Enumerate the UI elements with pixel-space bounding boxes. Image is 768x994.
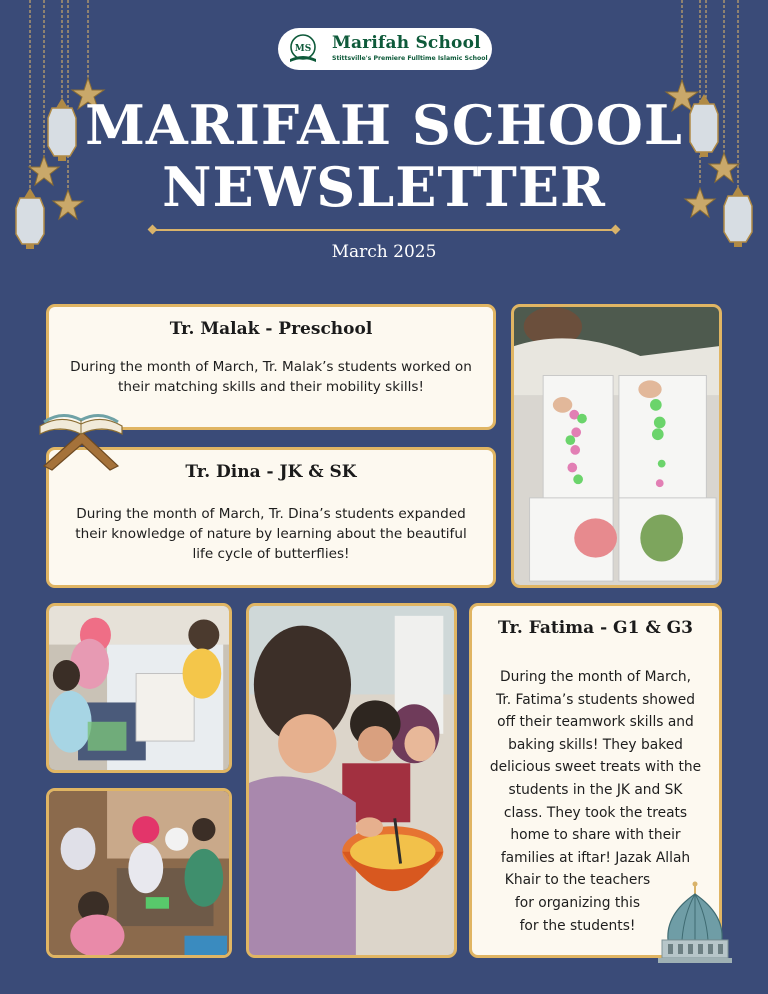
newsletter-date: March 2025 bbox=[331, 242, 437, 262]
logo-tagline: Stittsville's Premiere Fulltime Islamic School bbox=[332, 55, 488, 62]
photo-baking bbox=[246, 603, 457, 958]
section-title: Tr. Dina - JK & SK bbox=[185, 462, 357, 482]
photo-group-treats bbox=[46, 788, 232, 958]
photo-butterfly-craft bbox=[46, 603, 232, 773]
mosque-dome-icon bbox=[654, 880, 736, 964]
school-logo bbox=[278, 28, 492, 70]
section-title: Tr. Fatima - G1 & G3 bbox=[498, 618, 693, 638]
section-title: Tr. Malak - Preschool bbox=[169, 319, 373, 339]
logo-name: Marifah School bbox=[332, 33, 481, 53]
divider-diamond-right bbox=[611, 225, 621, 235]
section-body: During the month of March, Tr. Malak’s students worked on their matching skills and their mobility skills! bbox=[70, 359, 472, 395]
title-divider bbox=[152, 229, 616, 231]
logo-book-icon bbox=[286, 33, 320, 65]
section-body: During the month of March, Tr. Dina’s students expanded their knowledge of nature by learning about the beautiful life cycle of butterflies! bbox=[75, 506, 467, 562]
newsletter-title-line1: MARIFAH SCHOOL bbox=[85, 93, 683, 157]
section-body: During the month of March, Tr. Fatima’s students showed off their teamwork skills and baking skills! They baked delicious sweet treats with the students in the JK and SK class. They took the treats home to share with their families at iftar! Jazak Allah Khair to the teachers for organizing this for the students! bbox=[489, 669, 702, 934]
photo-preschool-matching bbox=[511, 304, 722, 588]
newsletter-title-line2: NEWSLETTER bbox=[162, 155, 606, 219]
divider-diamond-left bbox=[148, 225, 158, 235]
quran-stand-icon bbox=[32, 404, 130, 472]
svg-text:MS: MS bbox=[294, 44, 312, 54]
